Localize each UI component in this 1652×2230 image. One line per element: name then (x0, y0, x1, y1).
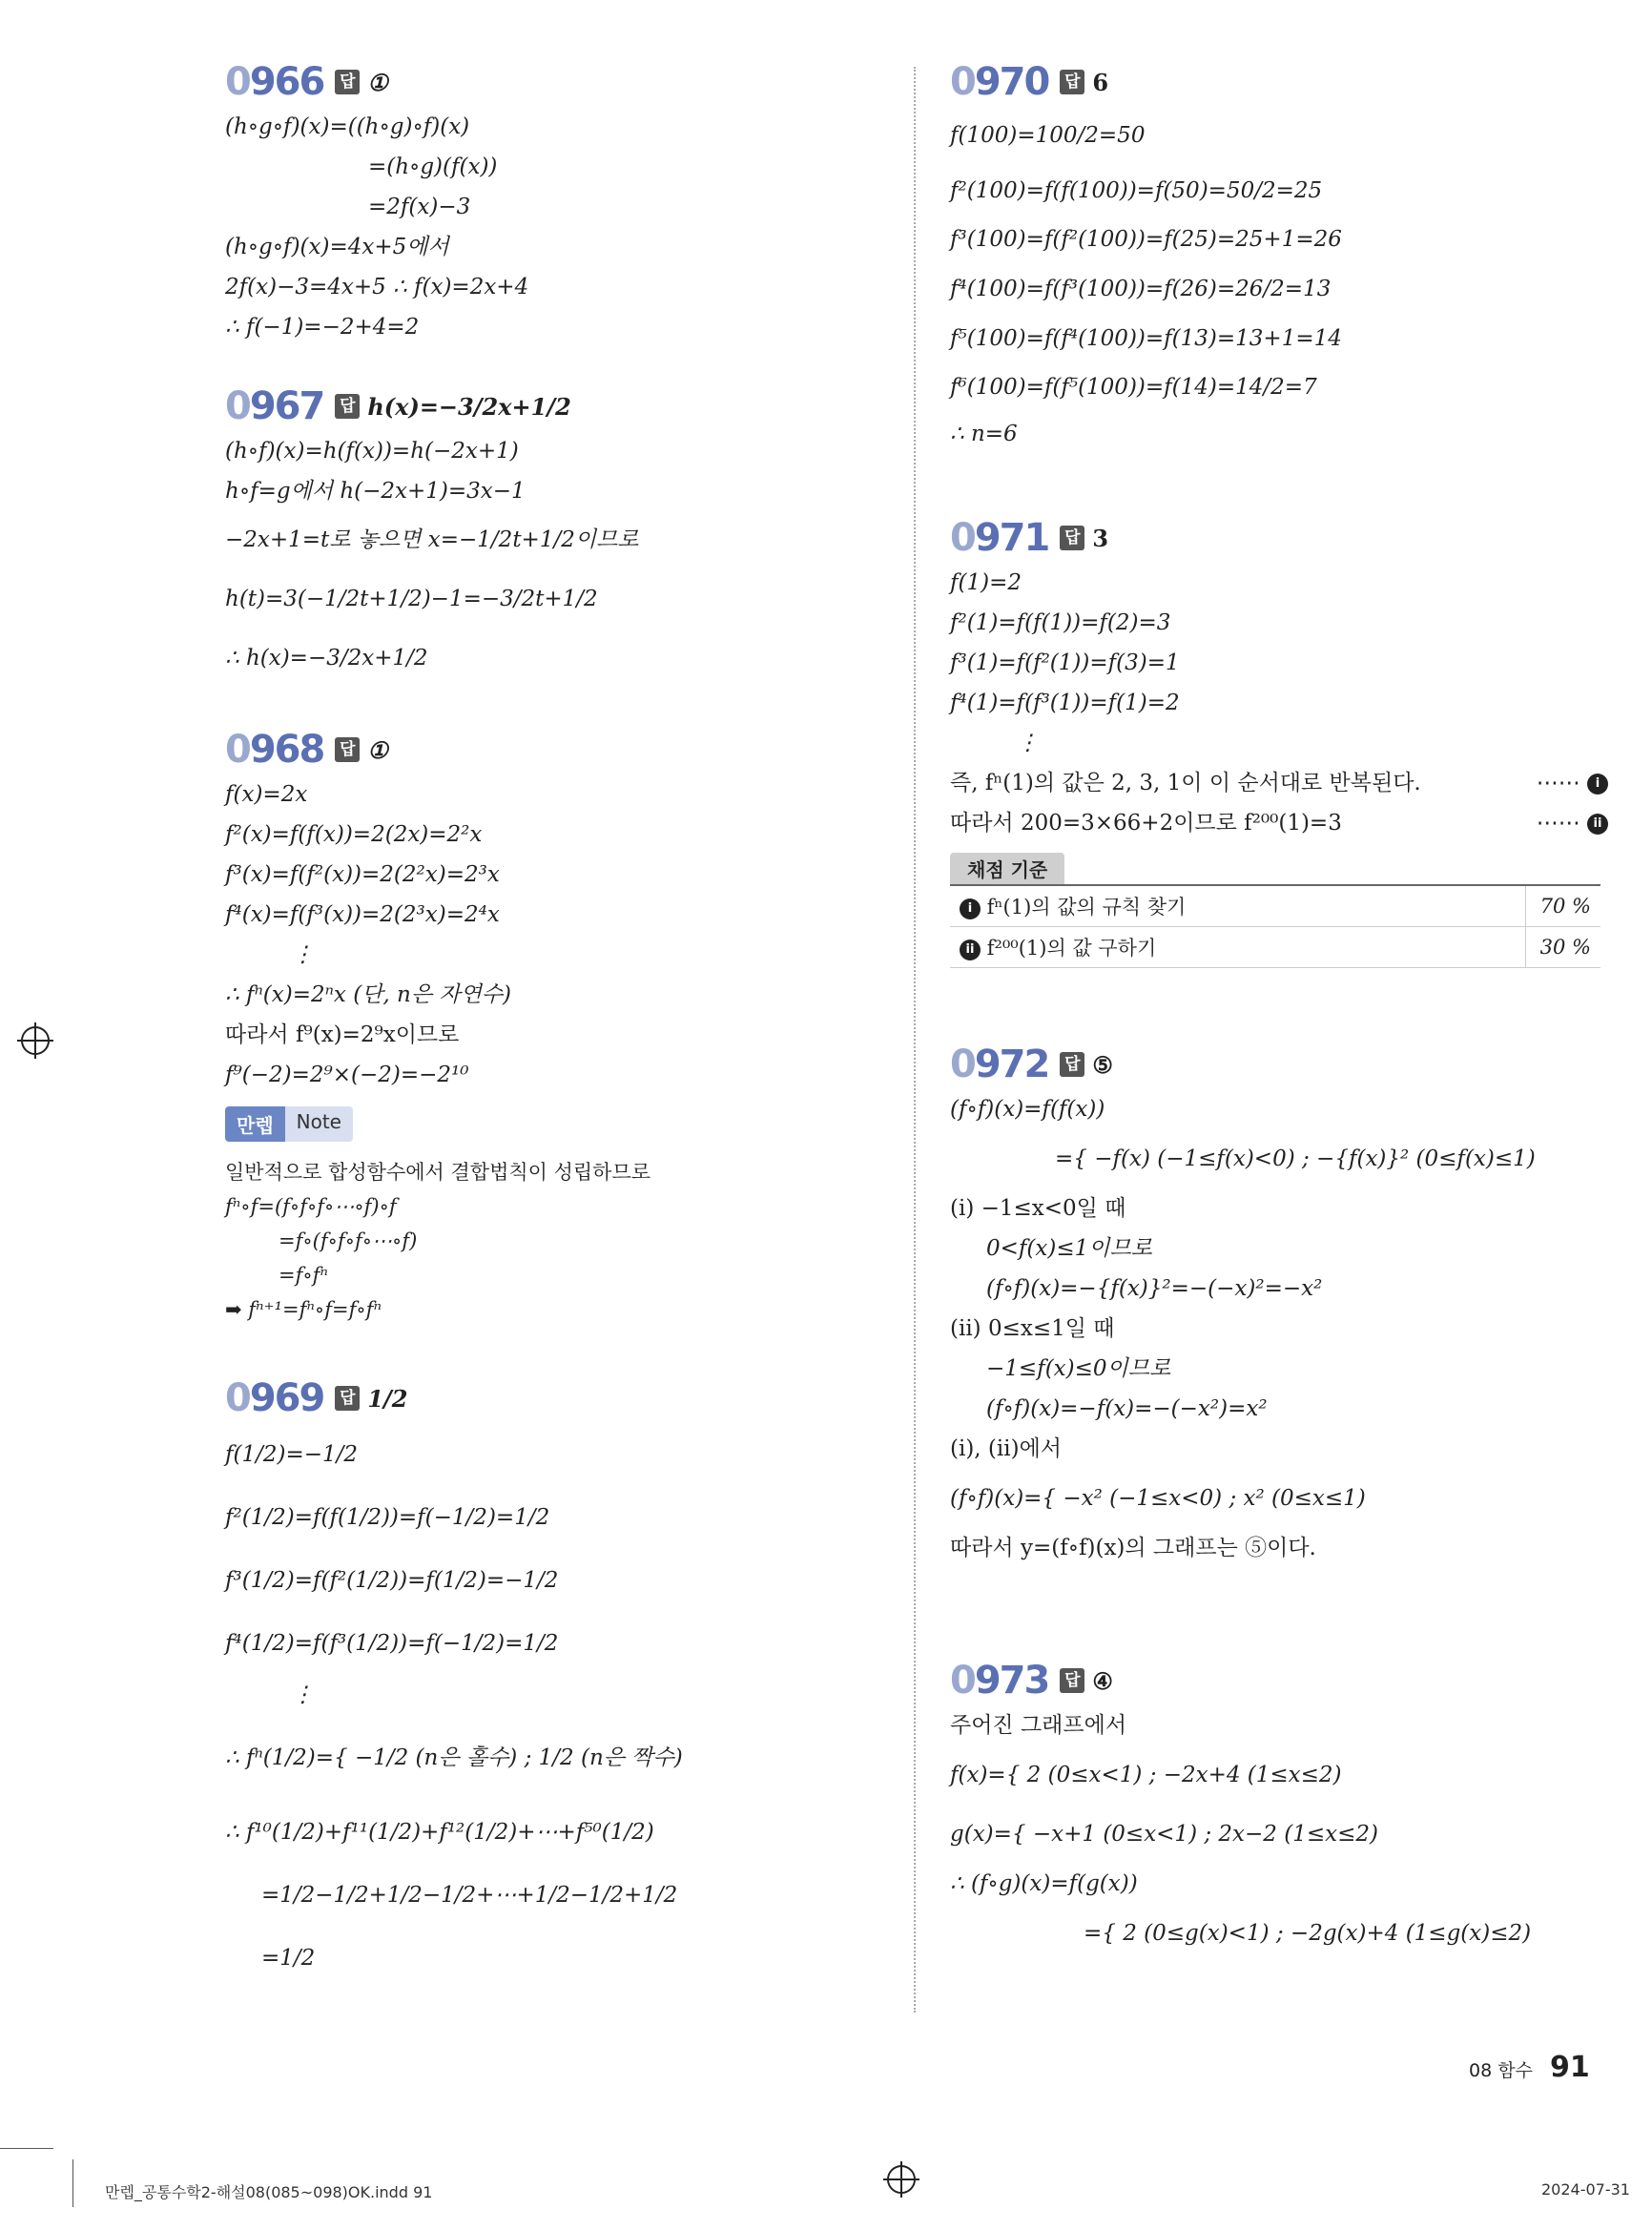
step-badge-ii: ii (1587, 814, 1608, 835)
problem-number: 0969 (225, 1376, 324, 1420)
note-label: 만렙 (225, 1106, 285, 1142)
problem-number: 0970 (950, 60, 1049, 104)
grading-criterion (950, 885, 1526, 927)
solution-line: (f∘f)(x)=−f(x)=−(−x²)=x² (986, 1396, 1268, 1421)
column-divider (914, 67, 916, 2013)
solution-line: f⁴(100)=f(f³(100))=f(26)=26/2=13 (950, 277, 1332, 301)
problem-0971 (950, 513, 1608, 968)
print-date: 2024-07-31 (1541, 2180, 1630, 2199)
solution-line: (h∘f)(x)=h(f(x))=h(−2x+1) (225, 439, 519, 464)
grading-section (950, 853, 1608, 968)
answer-tag: 답 (335, 1386, 360, 1411)
problem-header (950, 1656, 1608, 1705)
solution-line: ∴ (f∘g)(x)=f(g(x)) (950, 1871, 1138, 1896)
solution-line: (f∘f)(x)={ −x² (−1≤x<0) ; x² (0≤x≤1) (950, 1486, 1366, 1511)
solution-line (950, 763, 1608, 803)
grading-percent: 30 % (1526, 927, 1601, 968)
answer-value: h(x)=−3/2x+1/2 (367, 392, 571, 421)
grading-criterion (950, 927, 1526, 968)
answer-value: ① (367, 68, 388, 96)
solution-line: 주어진 그래프에서 (950, 1713, 1127, 1738)
dots: ⋯⋯ (1536, 771, 1580, 795)
solution-line: −1≤f(x)≤0이므로 (986, 1356, 1171, 1381)
solution-line (950, 803, 1608, 843)
answer-value: ① (367, 735, 388, 764)
solution-line: =1/2 (261, 1946, 316, 1971)
answer-value: ⑤ (1092, 1050, 1113, 1079)
solution-line: (f∘f)(x)=−{f(x)}²=−(−x)²=−x² (986, 1276, 1323, 1301)
step-marker (1537, 803, 1608, 843)
answer-tag: 답 (1060, 70, 1084, 94)
answer-value: 3 (1092, 524, 1109, 552)
step-badge-i: i (1587, 774, 1608, 795)
solution-line: f⁴(x)=f(f³(x))=2(2³x)=2⁴x (225, 902, 500, 927)
problem-header (225, 382, 883, 431)
step-badge-ii: ii (960, 939, 981, 960)
solution-text: 따라서 200=3×66+2이므로 f²⁰⁰(1)=3 (950, 811, 1342, 836)
note-line: =f∘(f∘f∘f∘⋯∘f) (279, 1229, 418, 1252)
problem-0973 (950, 1656, 1608, 1963)
solution-line: h∘f=g에서 h(−2x+1)=3x−1 (225, 479, 526, 504)
table-row (950, 927, 1600, 968)
solution-line: 따라서 y=(f∘f)(x)의 그래프는 ⑤이다. (950, 1536, 1316, 1560)
answer-tag: 답 (335, 70, 360, 94)
problem-number: 0967 (225, 384, 324, 428)
problem-header (950, 57, 1608, 107)
problem-header (950, 1040, 1608, 1089)
solution-line: ∴ fⁿ(1/2)={ −1/2 (n은 홀수) ; 1/2 (n은 짝수) (225, 1745, 683, 1770)
step-marker (1537, 763, 1608, 803)
registration-mark-icon (887, 2165, 916, 2194)
problem-0967 (225, 382, 883, 687)
answer-value: ④ (1092, 1666, 1113, 1695)
solution-line: ⋮ (1017, 731, 1039, 755)
solution-line: f(100)=100/2=50 (950, 123, 1146, 148)
solution-line: f²(1)=f(f(1))=f(2)=3 (950, 610, 1171, 635)
answer-tag: 답 (1060, 1052, 1084, 1077)
solution-line: f⁴(1)=f(f³(1))=f(1)=2 (950, 691, 1180, 715)
solution-line: =1/2−1/2+1/2−1/2+⋯+1/2−1/2+1/2 (261, 1883, 678, 1908)
solution-line: f⁵(100)=f(f⁴(100))=f(13)=13+1=14 (950, 326, 1342, 351)
note-line: ➡ fⁿ⁺¹=fⁿ∘f=f∘fⁿ (225, 1298, 382, 1321)
solution-line: f(x)={ 2 (0≤x<1) ; −2x+4 (1≤x≤2) (950, 1763, 1342, 1787)
solution-line: f³(1/2)=f(f²(1/2))=f(1/2)=−1/2 (225, 1568, 559, 1593)
solution-line: f⁶(100)=f(f⁵(100))=f(14)=14/2=7 (950, 375, 1317, 400)
note-label-en: Note (285, 1106, 353, 1142)
grading-title: 채점 기준 (950, 853, 1064, 884)
solution-line: ∴ fⁿ(x)=2ⁿx (단, n은 자연수) (225, 982, 511, 1007)
problem-header (225, 725, 883, 774)
solution-line: f²(x)=f(f(x))=2(2x)=2²x (225, 822, 483, 847)
crop-mark (0, 2148, 53, 2149)
solution-line: 2f(x)−3=4x+5 ∴ f(x)=2x+4 (225, 275, 529, 299)
answer-tag: 답 (335, 737, 360, 762)
problem-header (225, 57, 883, 107)
solution-line: f³(x)=f(f²(x))=2(2²x)=2³x (225, 862, 500, 887)
solution-line: (f∘f)(x)=f(f(x)) (950, 1097, 1105, 1122)
problem-number: 0971 (950, 516, 1049, 560)
chapter-label: 08 함수 (1469, 2060, 1533, 2081)
solution-line: (ⅰ) −1≤x<0일 때 (950, 1196, 1126, 1221)
solution-line: ={ 2 (0≤g(x)<1) ; −2g(x)+4 (1≤g(x)≤2) (1084, 1921, 1532, 1946)
solution-line: 0<f(x)≤1이므로 (986, 1236, 1152, 1261)
page-footer (1469, 2051, 1590, 2084)
solution-line: =(h∘g)(f(x)) (368, 155, 498, 179)
crop-mark (72, 2159, 73, 2207)
solution-line: (h∘g∘f)(x)=4x+5에서 (225, 235, 449, 259)
solution-line: f³(100)=f(f²(100))=f(25)=25+1=26 (950, 227, 1342, 252)
answer-value: 6 (1092, 68, 1109, 96)
solution-line: f(x)=2x (225, 782, 308, 807)
problem-0969 (225, 1373, 883, 1990)
page-number: 91 (1549, 2051, 1590, 2084)
solution-text: 즉, fⁿ(1)의 값은 2, 3, 1이 이 순서대로 반복된다. (950, 771, 1421, 795)
problem-number: 0972 (950, 1043, 1049, 1086)
problem-0970 (950, 57, 1608, 454)
solution-line: ∴ f¹⁰(1/2)+f¹¹(1/2)+f¹²(1/2)+⋯+f⁵⁰(1/2) (225, 1820, 654, 1845)
solution-line: 따라서 f⁹(x)=2⁹x이므로 (225, 1022, 460, 1047)
grading-percent: 70 % (1526, 885, 1601, 927)
solution-line: ∴ n=6 (950, 422, 1018, 446)
criterion-text: fⁿ(1)의 값의 규칙 찾기 (986, 896, 1187, 919)
solution-line: f²(100)=f(f(100))=f(50)=50/2=25 (950, 178, 1323, 203)
problem-number: 0973 (950, 1659, 1049, 1703)
note-line: fⁿ∘f=(f∘f∘f∘⋯∘f)∘f (225, 1195, 397, 1218)
problem-0968 (225, 725, 883, 1327)
solution-line: −2x+1=t로 놓으면 x=−1/2t+1/2이므로 (225, 527, 639, 552)
solution-line: g(x)={ −x+1 (0≤x<1) ; 2x−2 (1≤x≤2) (950, 1822, 1378, 1847)
solution-line: (h∘g∘f)(x)=((h∘g)∘f)(x) (225, 114, 470, 139)
solution-line: ⋮ (292, 942, 314, 967)
problem-header (225, 1373, 883, 1423)
solution-line: ={ −f(x) (−1≤f(x)<0) ; −{f(x)}² (0≤f(x)≤1) (1055, 1146, 1536, 1171)
solution-line: f²(1/2)=f(f(1/2))=f(−1/2)=1/2 (225, 1505, 550, 1530)
problem-number: 0966 (225, 60, 324, 104)
note-badge (225, 1106, 353, 1142)
answer-value: 1/2 (367, 1384, 408, 1413)
grading-table (950, 884, 1600, 968)
answer-tag: 답 (1060, 526, 1084, 550)
solution-line: ∴ f(−1)=−2+4=2 (225, 315, 420, 340)
problem-number: 0968 (225, 728, 324, 772)
answer-tag: 답 (1060, 1668, 1084, 1693)
print-filename: 만렙_공통수학2-해설08(085~098)OK.indd 91 (105, 2183, 433, 2201)
problem-0972 (950, 1040, 1608, 1568)
solution-line: ⋮ (292, 1683, 314, 1707)
answer-tag: 답 (335, 394, 360, 419)
step-badge-i: i (960, 898, 981, 919)
solution-line: =2f(x)−3 (368, 195, 471, 219)
registration-mark-icon (21, 1026, 50, 1055)
dots: ⋯⋯ (1536, 811, 1580, 836)
criterion-text: f²⁰⁰(1)의 값 구하기 (986, 937, 1157, 960)
solution-line: (ⅰ), (ⅱ)에서 (950, 1436, 1063, 1461)
table-row (950, 885, 1600, 927)
solution-line: ∴ h(x)=−3/2x+1/2 (225, 646, 428, 671)
solution-line: f(1/2)=−1/2 (225, 1442, 359, 1467)
problem-header (950, 513, 1608, 563)
solution-line: h(t)=3(−1/2t+1/2)−1=−3/2t+1/2 (225, 587, 598, 611)
note-line: 일반적으로 합성함수에서 결합법칙이 성립하므로 (225, 1161, 651, 1184)
solution-line: f(1)=2 (950, 570, 1022, 595)
solution-line: f⁴(1/2)=f(f³(1/2))=f(−1/2)=1/2 (225, 1631, 559, 1656)
note-line: =f∘fⁿ (279, 1264, 328, 1287)
solution-line: f³(1)=f(f²(1))=f(3)=1 (950, 650, 1180, 675)
solution-line: (ⅱ) 0≤x≤1일 때 (950, 1316, 1115, 1341)
solution-line: f⁹(−2)=2⁹×(−2)=−2¹⁰ (225, 1063, 469, 1087)
problem-0966 (225, 57, 883, 347)
